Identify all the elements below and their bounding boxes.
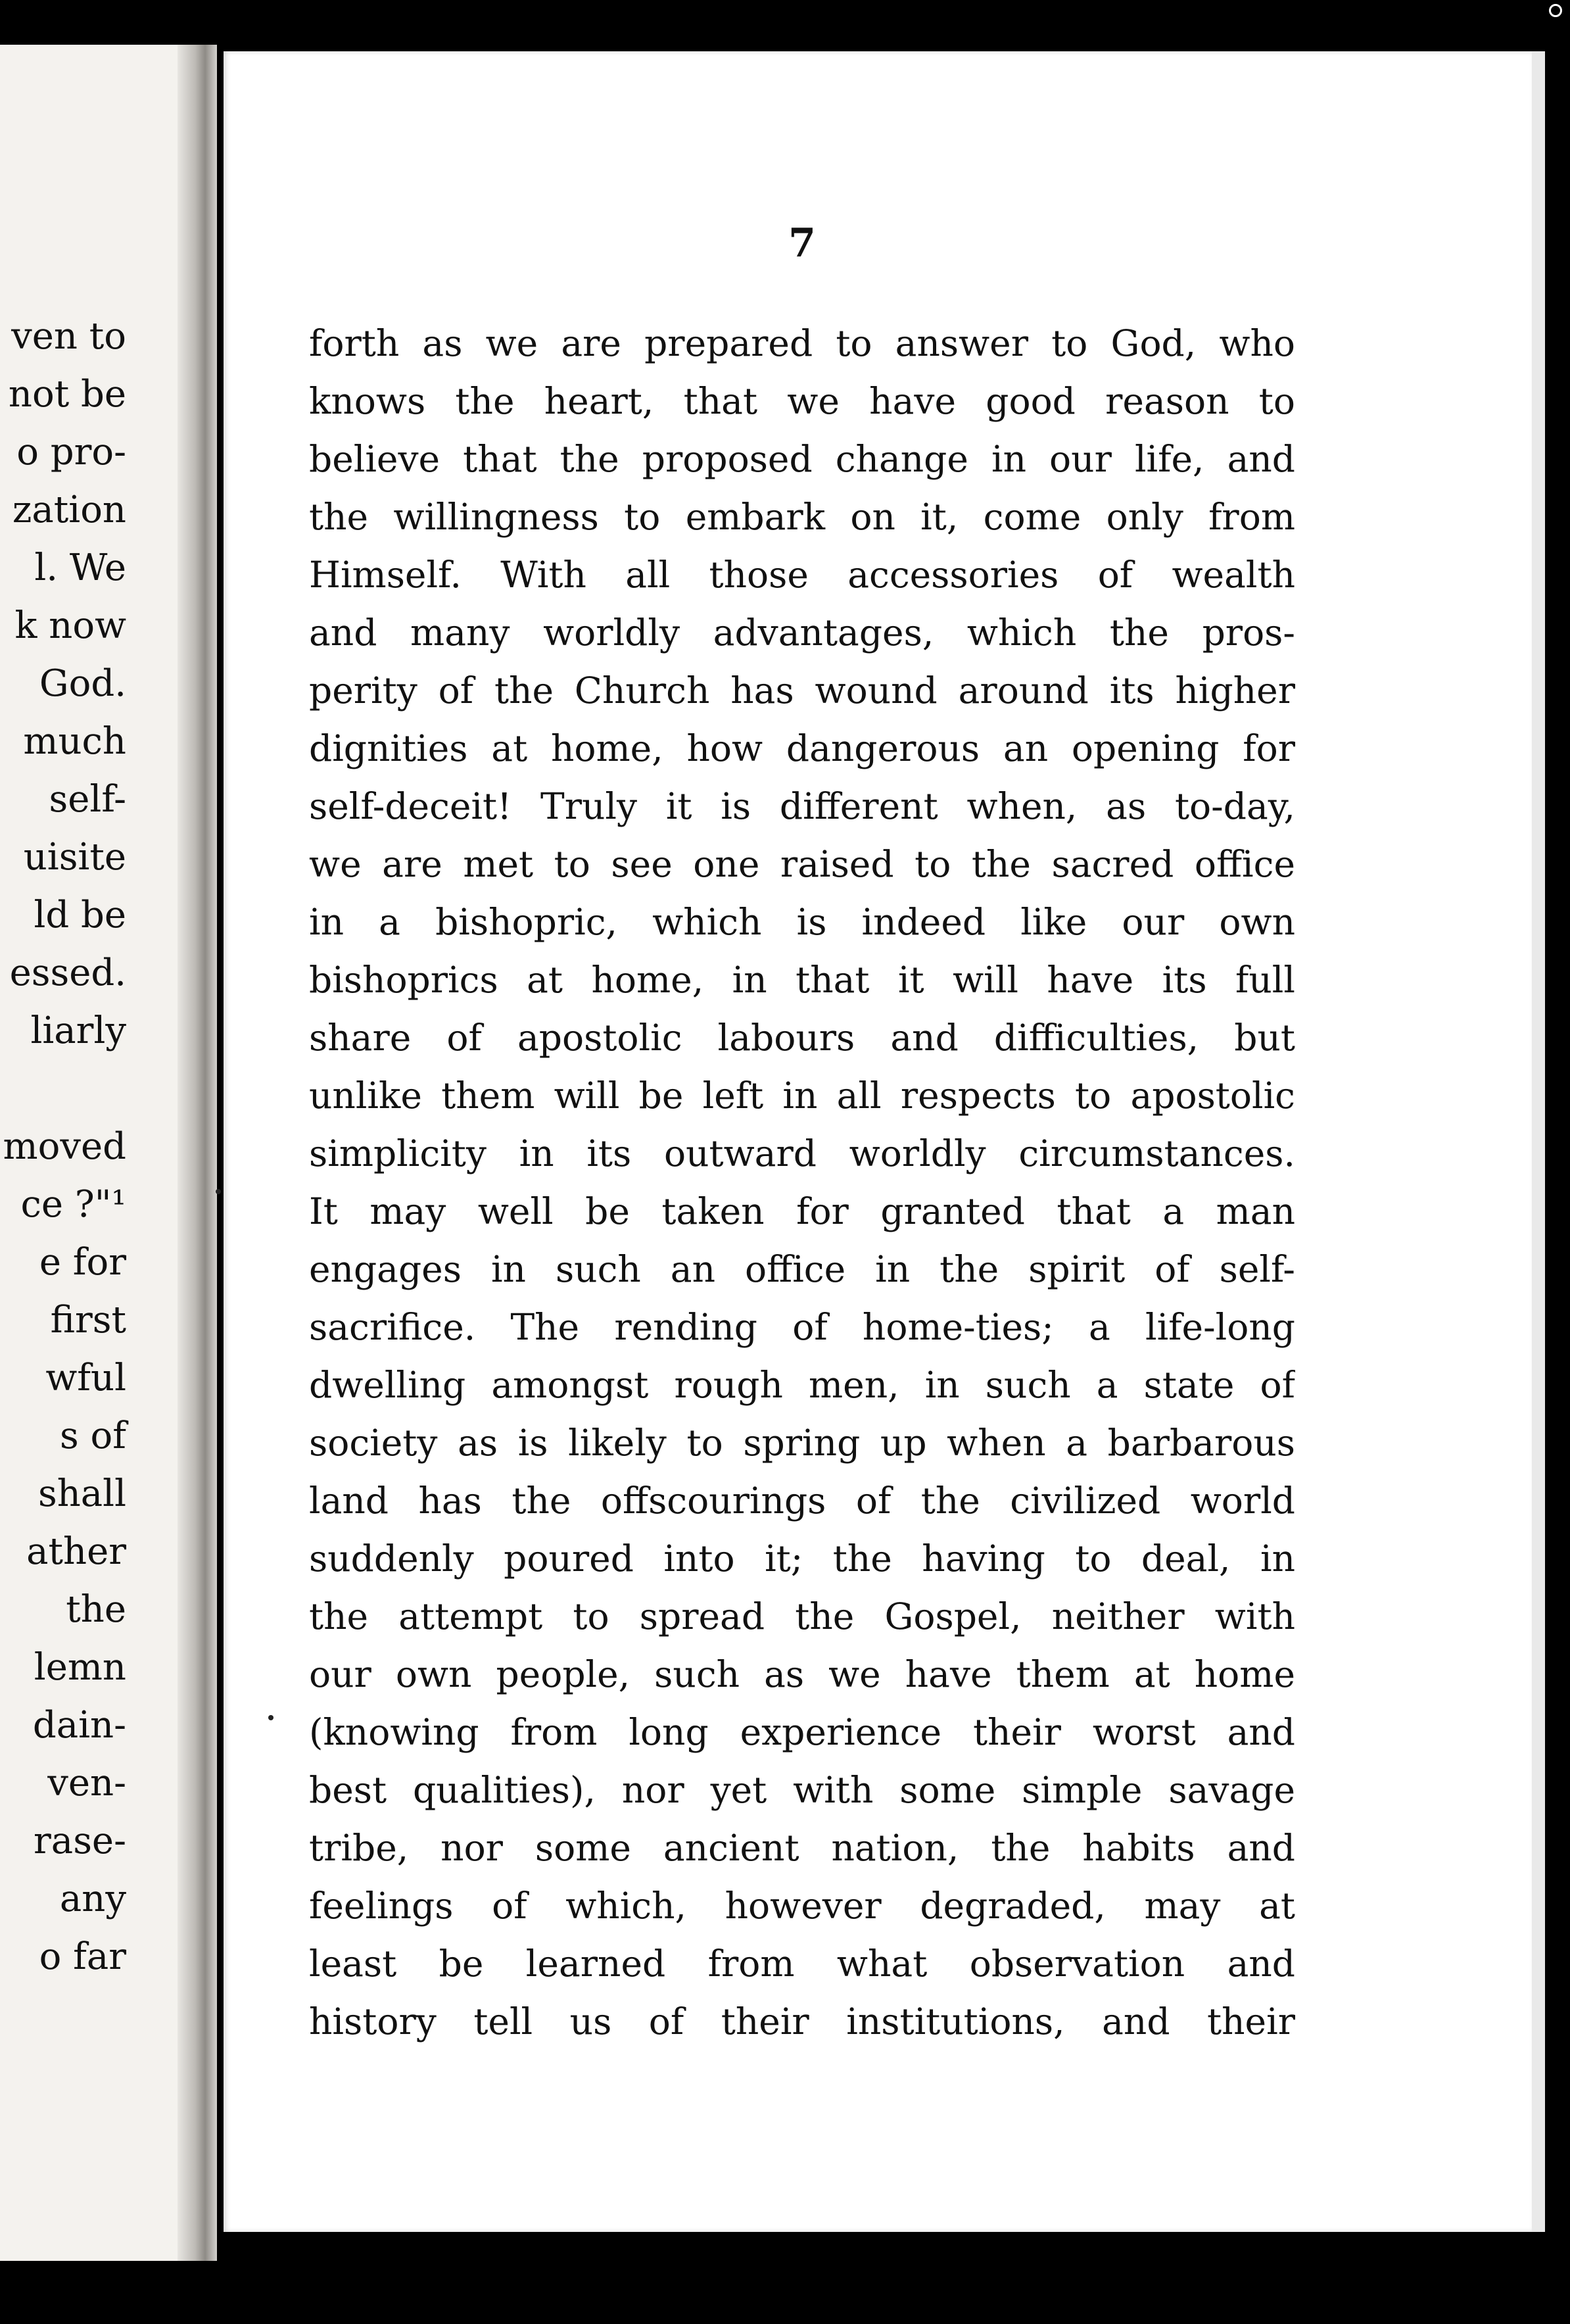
text-line: believe that the proposed change in our life, and bbox=[309, 438, 1295, 480]
text-line: dwelling amongst rough men, in such a state of bbox=[309, 1364, 1295, 1406]
text-line: and many worldly advantages, which the pros- bbox=[309, 612, 1295, 654]
left-page-line: ather bbox=[26, 1530, 126, 1573]
text-line: feelings of which, however degraded, may at bbox=[309, 1885, 1295, 1927]
page-edge bbox=[1532, 51, 1545, 2232]
text-line: sacrifice. The rending of home-ties; a life-long bbox=[309, 1306, 1295, 1348]
text-line: (knowing from long experience their worst and bbox=[309, 1711, 1295, 1753]
text-line: Himself. With all those accessories of wealth bbox=[309, 554, 1295, 596]
left-page-line: ce ?"¹ bbox=[20, 1183, 126, 1226]
text-line: the willingness to embark on it, come only from bbox=[309, 496, 1295, 538]
text-line: share of apostolic labours and difficulties, but bbox=[309, 1017, 1295, 1059]
left-page-line: ven to bbox=[11, 315, 126, 358]
text-line: knows the heart, that we have good reason to bbox=[309, 380, 1295, 422]
left-page-line: rase- bbox=[34, 1820, 126, 1862]
text-line: forth as we are prepared to answer to God, who bbox=[309, 322, 1295, 364]
text-line: bishoprics at home, in that it will have its full bbox=[309, 959, 1295, 1001]
text-line: suddenly poured into it; the having to deal, in bbox=[309, 1537, 1295, 1580]
stray-mark bbox=[216, 1189, 221, 1194]
left-page-line: o pro- bbox=[16, 431, 126, 473]
text-line: unlike them will be left in all respects to apostolic bbox=[309, 1075, 1295, 1117]
left-page-line: ld be bbox=[34, 894, 126, 936]
left-page-line bbox=[0, 1060, 126, 1118]
page-number: 7 bbox=[788, 220, 816, 266]
text-line: engages in such an office in the spirit of self- bbox=[309, 1248, 1295, 1290]
text-line: society as is likely to spring up when a barbarous bbox=[309, 1422, 1295, 1464]
left-page-line: first bbox=[50, 1299, 126, 1342]
text-line: dignities at home, how dangerous an opening for bbox=[309, 727, 1295, 769]
corner-mark bbox=[1549, 4, 1562, 17]
left-page-line: dain- bbox=[32, 1704, 126, 1747]
left-page-line: much bbox=[23, 720, 126, 763]
left-page-line: the bbox=[66, 1588, 126, 1631]
text-line: tribe, nor some ancient nation, the habits and bbox=[309, 1827, 1295, 1869]
left-page-line: k now bbox=[14, 604, 126, 647]
left-page-line: wful bbox=[45, 1357, 126, 1399]
text-line: the attempt to spread the Gospel, neither with bbox=[309, 1595, 1295, 1637]
left-page-line: shall bbox=[37, 1472, 126, 1515]
left-page-line: ven- bbox=[47, 1762, 126, 1804]
text-line: best qualities), nor yet with some simple savage bbox=[309, 1769, 1295, 1811]
left-page-line: self- bbox=[49, 778, 126, 821]
left-page-line: e for bbox=[39, 1241, 126, 1284]
text-line: we are met to see one raised to the sacred office bbox=[309, 843, 1295, 885]
left-page-line: essed. bbox=[9, 952, 126, 994]
left-page-line: moved bbox=[3, 1125, 126, 1168]
left-page-line: not be bbox=[8, 373, 126, 416]
left-facing-page bbox=[0, 45, 205, 2261]
text-line: land has the offscourings of the civilized world bbox=[309, 1480, 1295, 1522]
body-text bbox=[309, 314, 1295, 2050]
left-page-line: uisite bbox=[23, 836, 126, 879]
left-page-line: lemn bbox=[34, 1646, 126, 1689]
text-line: perity of the Church has wound around its higher bbox=[309, 669, 1295, 712]
left-page-line: zation bbox=[12, 489, 126, 531]
book-gutter bbox=[178, 45, 217, 2261]
text-line: least be learned from what observation and bbox=[309, 1943, 1295, 1985]
left-page-line: s of bbox=[60, 1415, 126, 1457]
text-line: history tell us of their institutions, and their bbox=[309, 2000, 1295, 2043]
left-page-line: any bbox=[59, 1877, 126, 1920]
text-line: our own people, such as we have them at home bbox=[309, 1653, 1295, 1695]
text-line: It may well be taken for granted that a man bbox=[309, 1190, 1295, 1232]
left-page-line: o far bbox=[39, 1935, 126, 1978]
left-page-line: liarly bbox=[30, 1009, 126, 1052]
stray-mark bbox=[268, 1715, 274, 1720]
text-line: simplicity in its outward worldly circumstances. bbox=[309, 1132, 1295, 1174]
text-line: in a bishopric, which is indeed like our own bbox=[309, 901, 1295, 943]
text-line: self-deceit! Truly it is different when, as to-day, bbox=[309, 785, 1295, 827]
left-page-line: God. bbox=[39, 662, 126, 705]
left-page-line: l. We bbox=[34, 546, 126, 589]
left-page-text bbox=[0, 308, 126, 1986]
